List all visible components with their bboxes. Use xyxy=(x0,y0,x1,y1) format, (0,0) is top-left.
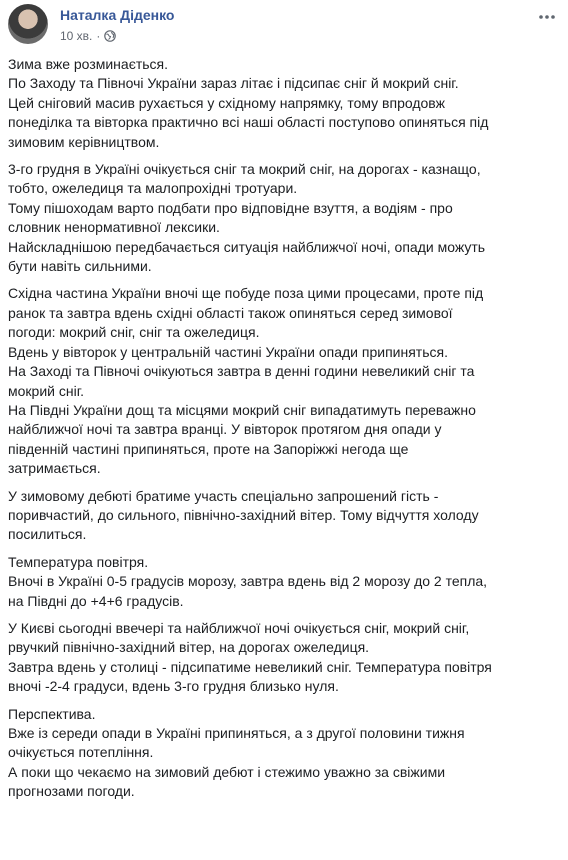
separator-dot: · xyxy=(96,29,101,43)
post-text-line: мокрий сніг. xyxy=(8,382,84,399)
post-text-line: У Києві сьогодні ввечері та найближчої ночі очікується сніг, мокрий сніг, xyxy=(8,619,470,636)
post-text-line: На Півдні України дощ та місцями мокрий сніг випадатимуть переважно xyxy=(8,401,476,418)
post-text-line: Завтра вдень у столиці - підсипатиме невеликий сніг. Температура повітря xyxy=(8,658,492,675)
post-paragraph xyxy=(8,487,560,545)
post-meta xyxy=(60,29,116,43)
post-text-line: посилиться. xyxy=(8,526,87,543)
post-text-line: понеділка та вівторка практично всі наші області поступово опиняться під xyxy=(8,114,489,131)
post-text-line: Тому пішоходам варто подбати про відповідне взуття, а водіям - про xyxy=(8,199,453,216)
post-text-line: Зима вже розминається. xyxy=(8,56,169,72)
post-time[interactable]: 10 хв. xyxy=(60,29,93,43)
post-text-line: бути навіть сильними. xyxy=(8,258,152,275)
post-paragraph xyxy=(8,619,560,697)
post-text-line: на Півдні до +4+6 градусів. xyxy=(8,592,184,609)
post-text-line: Вночі в Україні 0-5 градусів морозу, завтра вдень від 2 морозу до 2 тепла, xyxy=(8,573,488,590)
post-text-line: очікується потепління. xyxy=(8,744,154,761)
post-text-line: рвучкий північно-західний вітер, на дорогах ожеледиця. xyxy=(8,639,370,656)
post-text-line: зимовим керівництвом. xyxy=(8,133,160,150)
post-paragraph xyxy=(8,284,560,478)
post-text-line: Вдень у вівторок у центральній частині України опади припиняться. xyxy=(8,343,448,360)
post-paragraph xyxy=(8,705,560,802)
post-paragraph xyxy=(8,553,560,611)
globe-icon[interactable] xyxy=(104,30,116,42)
post-text-line: На Заході та Півночі очікуються завтра в денні години невеликий сніг та xyxy=(8,363,475,380)
post-text-line: Східна частина України вночі ще побуде поза цими процесами, проте під xyxy=(8,285,484,302)
post-text-line: У зимовому дебюті братиме участь спеціально запрошений гість - xyxy=(8,487,439,504)
post-text-line: Перспектива. xyxy=(8,705,96,722)
post-text-line: прогнозами погоди. xyxy=(8,783,135,800)
post-text xyxy=(8,55,560,810)
post-text-line: Цей сніговий масив рухається у східному напрямку, тому впродовж xyxy=(8,94,445,111)
post-text-line: найближчої ночі та завтра вранці. У вівторок протягом дня опади у xyxy=(8,421,442,438)
post-paragraph xyxy=(8,55,560,152)
author-name[interactable]: Наталка Діденко xyxy=(60,7,175,23)
post-text-line: ранок та завтра вдень східні області також опиняться серед зимової xyxy=(8,304,453,321)
post-text-line: Найскладнішою передбачається ситуація найближчої ночі, опади можуть xyxy=(8,238,486,255)
post-text-line: тобто, ожеледиця та малопрохідні тротуари. xyxy=(8,180,298,197)
post-text-line: словник ненормативної лексики. xyxy=(8,219,220,236)
more-options-icon[interactable] xyxy=(538,8,556,26)
post-text-line: А поки що чекаємо на зимовий дебют і стежимо уважно за свіжими xyxy=(8,763,446,780)
post-header xyxy=(8,4,560,48)
avatar[interactable] xyxy=(8,4,48,44)
post-text-line: затримається. xyxy=(8,460,101,477)
post-text-line: 3-го грудня в Україні очікується сніг та мокрий сніг, на дорогах - казнащо, xyxy=(8,161,481,178)
post-text-line: поривчастий, до сильного, північно-західний вітер. Тому відчуття холоду xyxy=(8,506,479,523)
post-paragraph xyxy=(8,160,560,276)
post-text-line: погоди: мокрий сніг, сніг та ожеледиця. xyxy=(8,324,260,341)
post-text-line: Температура повітря. xyxy=(8,553,149,570)
post-text-line: Вже із середи опади в Україні припиняться, а з другої половини тижня xyxy=(8,725,465,741)
post-text-line: південній частині припиняться, проте на Запоріжжі негода ще xyxy=(8,440,409,457)
post-text-line: вночі -2-4 градуси, вдень 3-го грудня близько нуля. xyxy=(8,678,339,695)
post-text-line: По Заходу та Півночі України зараз літає і підсипає сніг й мокрий сніг. xyxy=(8,75,459,92)
